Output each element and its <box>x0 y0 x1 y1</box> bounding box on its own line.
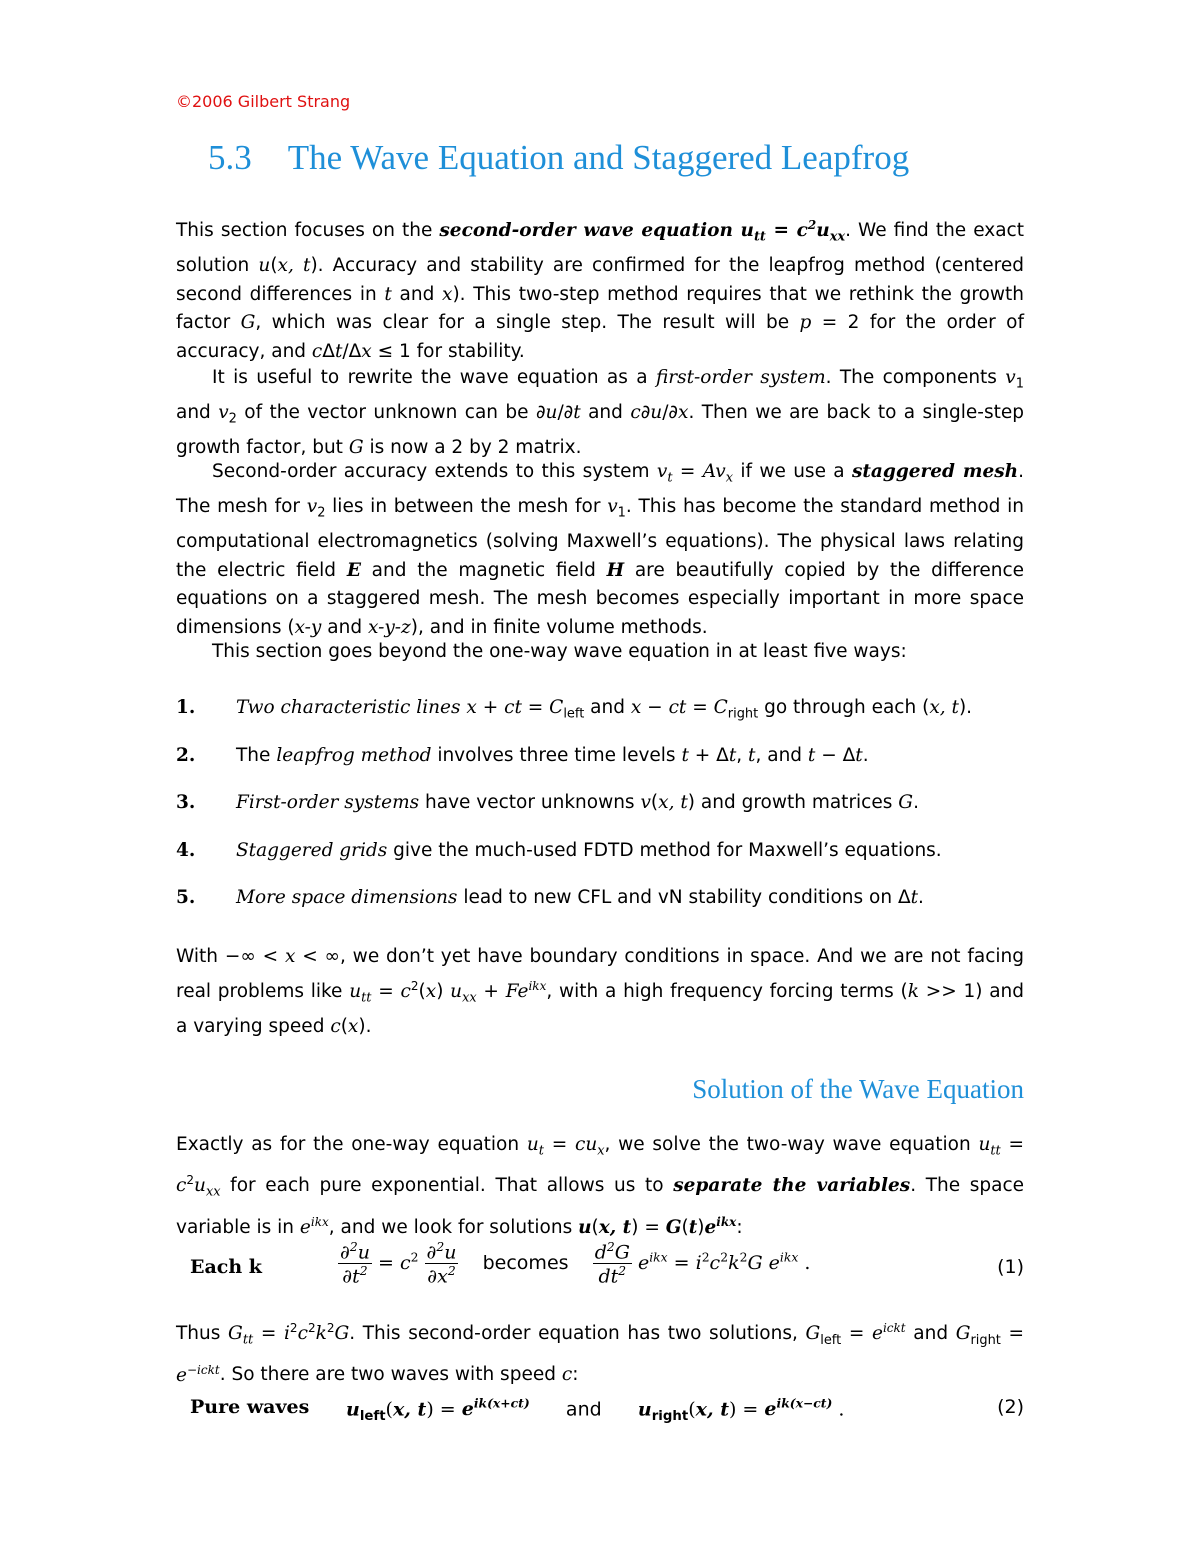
solution-paragraph: Exactly as for the one-way equation $u_t = cu_x$, we solve the two-way wave equation $u_{tt} = c^2u_{xx}$ for each pure exponential. That allows us to separate the variables. The space variable is in $e^{ikx}$, and we look for solutions u(x, $t) = G(t)e^{ikx}$: <box>176 1134 1025 1238</box>
equation-2-label: Pure waves <box>190 1396 310 1418</box>
equation-2-number: (2) <box>997 1396 1024 1418</box>
intro-paragraph-1: This section focuses on the second-order wave equation $u_{tt} = c^2u_{xx}$. We find the exact solution u(x, t). Accuracy and stability are confirmed for the leapfrog method (centered second differences in t and x). This two-step method requires that we rethink the growth factor G, which was clear for a single step. The result will be p = 2 for the order of accuracy, and cΔt/Δx ≤ 1 for stability. <box>176 218 1025 362</box>
equation-1-label: Each k <box>190 1256 262 1278</box>
copyright-notice: ©2006 Gilbert Strang <box>176 92 351 111</box>
equation-2: Pure waves $u_{left}(x$, $t) = e^{ik(x+ct)}$ and $u_{right}(x$, $t) = e^{ik(x-ct)}$ . (2) <box>190 1396 1024 1425</box>
equation-1-number: (1) <box>997 1256 1024 1278</box>
equation-1: Each k $\frac{\partial^2u}{\partial t^2}$ = $c^2$ $\frac{\partial^2u}{\partial x^2}$ becomes $\frac{d^2G}{dt^2}$ $e^{ikx} = i^2c^2k^2G$ $e^{ikx}$ . (1) <box>190 1240 1024 1288</box>
intro-paragraph-2: It is useful to rewrite the wave equation as a first-order system. The components $v_1$ and $v_2$ of the vector unknown can be ∂u/∂t and c∂u/∂x. Then we are back to a single-step growth factor, but G is now a 2 by 2 matrix. <box>176 367 1024 459</box>
section-title <box>208 138 909 178</box>
section-number: 5.3 <box>208 138 252 177</box>
after-equation-paragraph: Thus $G_{tt} = i^2c^2k^2G$. This second-order equation has two solutions, $G_{left} = e^{ickt}$ and $G_{right} = e^{-ickt}$. So there are two waves with speed c: <box>176 1321 1025 1386</box>
intro-paragraph-3: Second-order accuracy extends to this system $v_t = Av_x$ if we use a staggered mesh. The mesh for $v_2$ lies in between the mesh for $v_1$. This has become the standard method in computational electromagnetics (solving Maxwell’s equations). The physical laws relating the electric field E and the magnetic field H are beautifully copied by the difference equations on a staggered mesh. The mesh becomes especially important in more space dimensions (x-y and x-y-z), and in finite volume methods. <box>176 461 1025 638</box>
subsection-title: Solution of the Wave Equation <box>692 1074 1024 1104</box>
intro-paragraph-4: This section goes beyond the one-way wave equation in at least five ways: <box>212 641 907 662</box>
closing-paragraph: With −∞ < x < ∞, we don’t yet have boundary conditions in space. And we are not facing real problems like $u_{tt} = c^2(x) u_{xx} + Fe^{ikx}$, with a high frequency forcing terms (k >> 1) and a varying speed c(x). <box>176 946 1025 1037</box>
section-title-text: The Wave Equation and Staggered Leapfrog <box>287 138 910 177</box>
